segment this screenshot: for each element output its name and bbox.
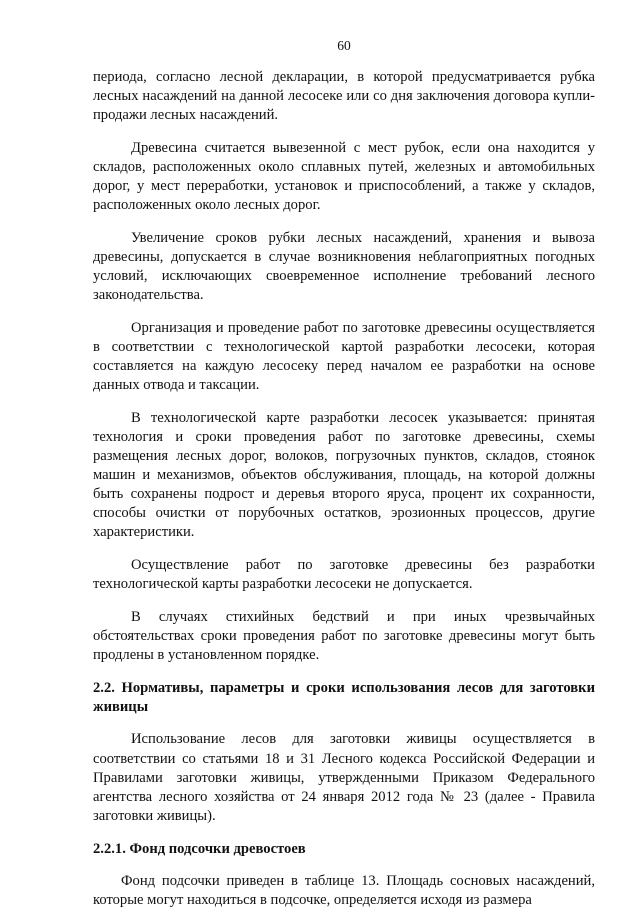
section-heading-resin-tapping: 2.2. Нормативы, параметры и сроки использования лесов для заготовки живицы [93,679,595,715]
subsection-heading-tapping-fund: 2.2.1. Фонд подсочки древостоев [93,840,306,857]
paragraph-map-required: Осуществление работ по заготовке древесины без разработки технологической карты разработки лесосеки не допускается. [93,557,595,593]
paragraph-technological-map: Организация и проведение работ по заготовке древесины осуществляется в соответствии с технологической картой разработки лесосеки, которая составляется на каждую лесосеку перед началом ее разработки на основе данных отвода и таксации. [93,319,595,394]
paragraph-resin-legal-basis: Использование лесов для заготовки живицы осуществляется в соответствии со статьями 18 и 31 Лесного кодекса Российской Федерации и Правилами заготовки живицы, утвержденными Приказом Федерального агентства лесного хозяйства от 24 января 2012 года № 23 (далее - Правила заготовки живицы). [93,731,595,824]
paragraph-timber-removed: Древесина считается вывезенной с мест рубок, если она находится у складов, расположенных около сплавных путей, железных и автомобильных дорог, у мест переработки, установок и приспособлений, а также у складов, расположенных около лесных дорог. [93,139,595,214]
page-number: 60 [337,38,351,53]
paragraph-map-contents: В технологической карте разработки лесосек указывается: принятая технология и сроки проведения работ по заготовке древесины, схемы размещения лесных дорог, волоков, погрузочных пунктов, складов, стоянок машин и механизмов, объектов обслуживания, площадь, на которой должны быть сохранены подрост и деревья второго яруса, процент их сохранности, способы очистки от порубочных остатков, эрозионных процессов, другие характеристики. [93,409,595,541]
paragraph-logging-period-end: периода, согласно лесной декларации, в которой предусматривается рубка лесных насаждений на данной лесосеке или со дня заключения договора купли-продажи лесных насаждений. [93,69,595,124]
paragraph-extension-weather: Увеличение сроков рубки лесных насаждений, хранения и вывоза древесины, допускается в случае возникновения неблагоприятных погодных условий, исключающих своевременное исполнение требований лесного законодательства. [93,229,595,304]
paragraph-emergency-extension: В случаях стихийных бедствий и при иных чрезвычайных обстоятельствах сроки проведения работ по заготовке древесины могут быть продлены в установленном порядке. [93,608,595,663]
paragraph-tapping-fund: Фонд подсочки приведен в таблице 13. Площадь сосновых насаждений, которые могут находиться в подсочке, определяется исходя из размера [93,873,595,909]
